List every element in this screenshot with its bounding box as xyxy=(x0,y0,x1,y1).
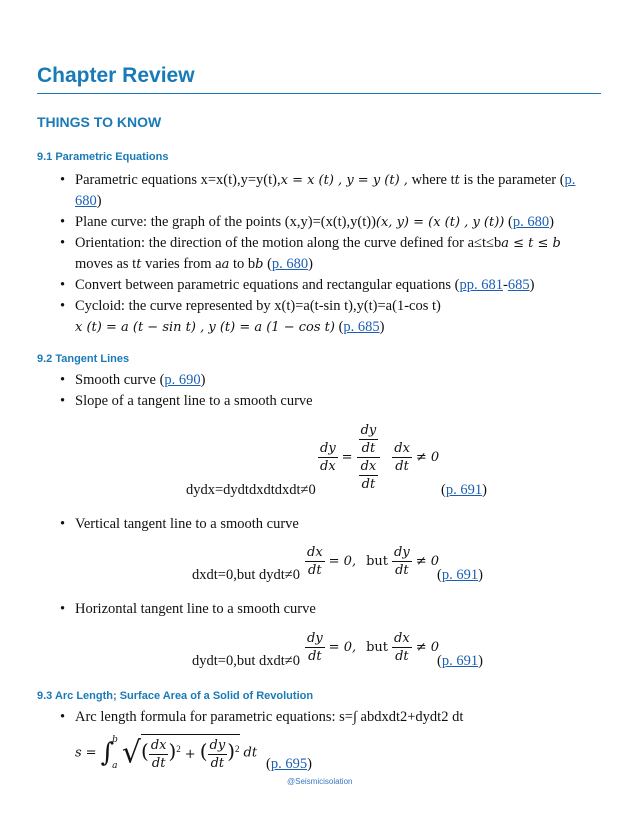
page-link[interactable]: pp. 681 xyxy=(459,277,503,293)
fraction-dy-dt: $\frac{dy}{dt}$ xyxy=(307,631,323,664)
math-t: t xyxy=(454,173,460,188)
formula-reference: (p. 691) xyxy=(437,653,483,669)
page-link[interactable]: p. 690 xyxy=(164,372,201,388)
but-word: but xyxy=(366,554,389,570)
horizontal-tangent-formula xyxy=(305,630,439,665)
fraction-dx-dt: $\frac{dx}{dt}$ xyxy=(307,545,323,578)
item-text: Cycloid: the curve represented by x(t)=a(t-sin t),y(t)=a(1-cos t) xyxy=(75,298,441,314)
page-link[interactable]: p. 691 xyxy=(445,482,483,498)
slope-formula xyxy=(318,422,439,493)
bullet: • xyxy=(60,372,66,388)
item-text: Horizontal tangent line to a smooth curve xyxy=(75,601,316,617)
item-text: Convert between parametric equations and rectangular equations ( xyxy=(75,277,460,293)
vertical-tangent-formula xyxy=(305,544,439,579)
fraction-dy-dx: $\frac{dy}{dx}$ xyxy=(320,441,336,474)
math-s: s xyxy=(75,745,82,761)
item-text: is the parameter ( xyxy=(459,172,565,188)
item-text: Orientation: the direction of the motion along the curve defined for a≤t≤b xyxy=(75,235,502,251)
formula-reference: (p. 695) xyxy=(266,756,312,772)
bullet: • xyxy=(60,235,66,251)
formula-plain-text: dydt=0,but dxdt≠0 xyxy=(192,653,300,669)
title-divider xyxy=(37,93,601,94)
item-text: where t xyxy=(407,172,455,188)
math-expression: (x, y) = (x (t) , y (t)) xyxy=(375,215,505,230)
not-equal-zero: ≠ 0 xyxy=(415,450,440,466)
item-text: varies from a xyxy=(141,256,222,272)
page: Chapter Review THINGS TO KNOW 9.1 Parametric Equations • Parametric equations x=x(t),y=y(t),x = x (t) , y = y (t) , where tt is the parameter (p. 680) • Plane curve: the graph of the points (x,y)=(x(t),y(t))(x, y) = (x (t) , y (t)) (p. 680) • Orientation: the direction of the motion along the curve defined for a≤t≤ba ≤ t ≤ b moves as tt varies from aa to bb (p. 680) • Convert between parametric equations and rectangular equations (pp. 681-685) • Cycloid: the curve represented by x(t)=a(t-sin t),y(t)=a(1-cos t) x (t) = a (t − sin t) , y (t) = a (1 − cos t) (p. 685) 9.2 Tangent Lines • Smooth curve (p. 690) • Slope of a tangent line to a smooth curve $\frac{dy}{dx}$ = $\frac{\frac{dy}{dt}}{\frac{dx}{dt}}$ $\frac{dx}{dt}$ ≠ 0 dydx=dydtdxdtdxdt≠0 (p. 691) • Vertical tangent line to a smooth curve dxdt=0,but dydt≠0 $\frac{dx}{dt}$ = 0, but $\frac{dy}{dt}$ ≠ 0 (p. 691) • Horizontal tangent line to a smooth curve dydt=0,but dxdt≠0 $\frac{dy}{dt}$ = 0, but $\frac{dx}{dt}$ ≠ 0 (p. 691) 9.3 Arc Length; Surface Area of a Solid of Revolution • Arc length formula for parametric equations: s=∫ abdxdt2+dydt2 dt s = ∫b a √( $\frac{dx}{dt}$ )$^2$ + ( $\frac{dy}{dt}$ )$^2$ dt (p. 695) @Seismicisolation xyxy=(0,0,638,825)
math-expression: x (t) = a (t − sin t) , y (t) = a (1 − cos t) xyxy=(75,320,335,335)
sqrt-body: ( $\frac{dx}{dt}$ )$^2$ + ( $\frac{dy}{dt}$ )$^2$ xyxy=(141,734,239,772)
item-text: moves as t xyxy=(75,256,137,272)
math-b: b xyxy=(255,257,264,272)
item-text: Slope of a tangent line to a smooth curve xyxy=(75,393,313,409)
subsection-heading-9-3: 9.3 Arc Length; Surface Area of a Solid of Revolution xyxy=(37,690,314,702)
page-link[interactable]: p. 695 xyxy=(270,756,308,772)
formula-plain-text: dydx=dydtdxdtdxdt≠0 xyxy=(186,482,316,498)
fraction-dx-dt: $\frac{dx}{dt}$ xyxy=(394,441,410,474)
equals-sign: = xyxy=(85,745,97,761)
bullet: • xyxy=(60,298,66,314)
item-text: to b xyxy=(229,256,256,272)
page-link[interactable]: p. 680 xyxy=(512,214,550,230)
math-expression: a ≤ t ≤ b xyxy=(501,236,561,251)
not-equal-zero: ≠ 0 xyxy=(415,554,439,570)
math-t: t xyxy=(136,257,142,272)
bullet: • xyxy=(60,393,66,409)
item-text: Vertical tangent line to a smooth curve xyxy=(75,516,299,532)
equals-zero: = 0, xyxy=(328,640,357,656)
bullet: • xyxy=(60,709,66,725)
page-link[interactable]: p. xyxy=(564,172,576,188)
section-heading: THINGS TO KNOW xyxy=(37,114,162,130)
bullet: • xyxy=(60,516,66,532)
equals-sign: = xyxy=(341,450,353,466)
equals-zero: = 0, xyxy=(328,554,357,570)
integral-sign: ∫ xyxy=(100,738,115,768)
page-link[interactable]: p. 691 xyxy=(441,567,479,583)
bullet: • xyxy=(60,601,66,617)
page-link[interactable]: p. 680 xyxy=(271,256,309,272)
item-text: Arc length formula for parametric equations: s=∫ abdxdt2+dydt2 dt xyxy=(75,709,464,725)
integral-limits: b a xyxy=(112,735,118,771)
page-link[interactable]: 680 xyxy=(75,193,97,209)
watermark: @Seismicisolation xyxy=(287,777,353,786)
subsection-heading-9-2: 9.2 Tangent Lines xyxy=(37,353,130,365)
page-title: Chapter Review xyxy=(37,64,195,87)
but-word: but xyxy=(366,640,389,656)
fraction-dy-dt: $\frac{dy}{dt}$ xyxy=(209,738,226,771)
math-dt: dt xyxy=(243,745,258,761)
formula-reference: (p. 691) xyxy=(441,482,487,498)
fraction-dx-dt: $\frac{dx}{dt}$ xyxy=(394,631,410,664)
bullet: • xyxy=(60,277,66,293)
math-expression: x = x (t) , y = y (t) , xyxy=(280,173,408,188)
arc-length-formula xyxy=(75,727,257,779)
formula-reference: (p. 691) xyxy=(437,567,483,583)
item-text: Smooth curve ( xyxy=(75,372,165,388)
page-link[interactable]: 685 xyxy=(507,277,530,293)
page-link[interactable]: p. 691 xyxy=(441,653,479,669)
subsection-heading-9-1: 9.1 Parametric Equations xyxy=(37,151,169,163)
bullet: • xyxy=(60,172,66,188)
item-text: ) xyxy=(96,193,102,209)
formula-plain-text: dxdt=0,but dydt≠0 xyxy=(192,567,300,583)
item-text: Parametric equations x=x(t),y=y(t), xyxy=(75,172,281,188)
sqrt-sign: √ xyxy=(121,735,142,771)
item-text: Plane curve: the graph of the points (x,y)=(x(t),y(t)) xyxy=(75,214,376,230)
page-link[interactable]: p. 685 xyxy=(343,319,380,335)
not-equal-zero: ≠ 0 xyxy=(415,640,439,656)
fraction-compound: $\frac{\frac{dy}{dt}}{\frac{dx}{dt}}$ xyxy=(357,422,381,493)
math-a: a xyxy=(221,257,230,272)
fraction-dy-dt: $\frac{dy}{dt}$ xyxy=(394,545,410,578)
fraction-dx-dt: $\frac{dx}{dt}$ xyxy=(150,738,167,771)
bullet: • xyxy=(60,214,66,230)
